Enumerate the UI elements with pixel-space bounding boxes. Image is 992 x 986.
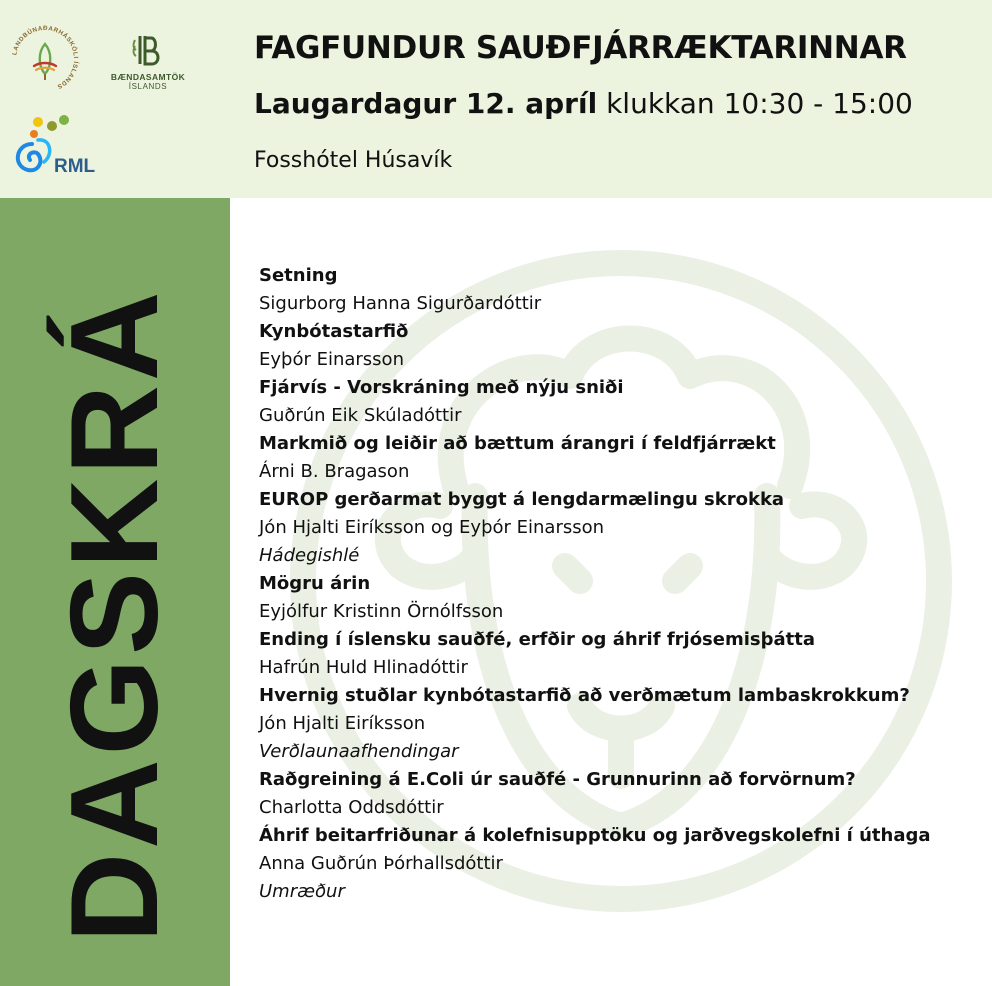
- agenda-item: [259, 458, 979, 486]
- svg-text:LANDBÚNAÐARHÁSKÓLI ÍSLANDS: LANDBÚNAÐARHÁSKÓLI ÍSLANDS: [11, 24, 80, 91]
- agenda-speaker: Eyjólfur Kristinn Örnólfsson: [259, 601, 504, 622]
- agenda-item: [259, 822, 979, 850]
- agenda-item: [259, 402, 979, 430]
- bondasamtok-logo-line2: ÍSLANDS: [128, 82, 168, 91]
- rml-logo-text: RML: [54, 156, 96, 177]
- agenda-item: [259, 878, 979, 906]
- sidebar-label: DAGSKRÁ: [46, 287, 184, 943]
- agenda-item: [259, 290, 979, 318]
- agenda-list: [259, 262, 979, 906]
- agenda-speaker: Jón Hjalti Eiríksson og Eyþór Einarsson: [259, 517, 605, 538]
- agenda-item: [259, 598, 979, 626]
- agenda-item: [259, 794, 979, 822]
- agenda-item: [259, 486, 979, 514]
- agenda-topic: Raðgreining á E.Coli úr sauðfé - Grunnurinn að forvörnum?: [259, 769, 856, 790]
- agenda-topic: Fjárvís - Vorskráning með nýju sniði: [259, 377, 624, 398]
- agenda-item: [259, 542, 979, 570]
- agenda-item: [259, 682, 979, 710]
- event-venue: Fosshótel Húsavík: [254, 148, 453, 173]
- agenda-topic: Hvernig stuðlar kynbótastarfið að verðmætum lambaskrokkum?: [259, 685, 910, 706]
- agenda-item: [259, 850, 979, 878]
- agenda-item: [259, 710, 979, 738]
- agenda-topic: Setning: [259, 265, 338, 286]
- agenda-topic: Kynbótastarfið: [259, 321, 409, 342]
- logo-group: [0, 0, 230, 198]
- agenda-break: Hádegishlé: [259, 545, 360, 566]
- agenda-item: [259, 374, 979, 402]
- agenda-speaker: Sigurborg Hanna Sigurðardóttir: [259, 293, 542, 314]
- event-date-time: [254, 87, 913, 120]
- agenda-item: [259, 570, 979, 598]
- agenda-item: [259, 262, 979, 290]
- lbhi-logo-icon: [8, 22, 82, 96]
- agenda-item: [259, 626, 979, 654]
- agenda-item: [259, 514, 979, 542]
- header-banner: [0, 0, 992, 198]
- agenda-speaker: Árni B. Bragason: [259, 461, 410, 482]
- agenda-speaker: Jón Hjalti Eiríksson: [259, 713, 426, 734]
- agenda-item: [259, 654, 979, 682]
- bondasamtok-logo: [108, 30, 188, 100]
- agenda-item: [259, 430, 979, 458]
- rml-logo-icon: [8, 110, 104, 180]
- bondasamtok-logo-line1: BÆNDASAMTÖK: [110, 72, 186, 82]
- agenda-item: [259, 766, 979, 794]
- event-date: Laugardagur 12. apríl: [254, 87, 598, 120]
- agenda-topic: Áhrif beitarfriðunar á kolefnisupptöku og jarðvegskolefni í úthaga: [259, 825, 931, 846]
- event-time: klukkan 10:30 - 15:00: [597, 87, 913, 120]
- agenda-speaker: Charlotta Oddsdóttir: [259, 797, 444, 818]
- agenda-break: Verðlaunaafhendingar: [259, 741, 459, 762]
- agenda-item: [259, 346, 979, 374]
- agenda-item: [259, 738, 979, 766]
- agenda-topic: Markmið og leiðir að bættum árangri í feldfjárrækt: [259, 433, 776, 454]
- agenda-speaker: Guðrún Eik Skúladóttir: [259, 405, 462, 426]
- bondasamtok-logo-icon: [128, 30, 168, 70]
- agenda-speaker: Hafrún Huld Hlinadóttir: [259, 657, 468, 678]
- event-title: FAGFUNDUR SAUÐFJÁRRÆKTARINNAR: [254, 30, 907, 66]
- agenda-speaker: Anna Guðrún Þórhallsdóttir: [259, 853, 503, 874]
- agenda-break: Umræður: [259, 881, 345, 902]
- agenda-item: [259, 318, 979, 346]
- agenda-topic: EUROP gerðarmat byggt á lengdarmælingu skrokka: [259, 489, 785, 510]
- agenda-speaker: Eyþór Einarsson: [259, 349, 404, 370]
- agenda-topic: Mögru árin: [259, 573, 371, 594]
- agenda-topic: Ending í íslensku sauðfé, erfðir og áhrif frjósemisþátta: [259, 629, 816, 650]
